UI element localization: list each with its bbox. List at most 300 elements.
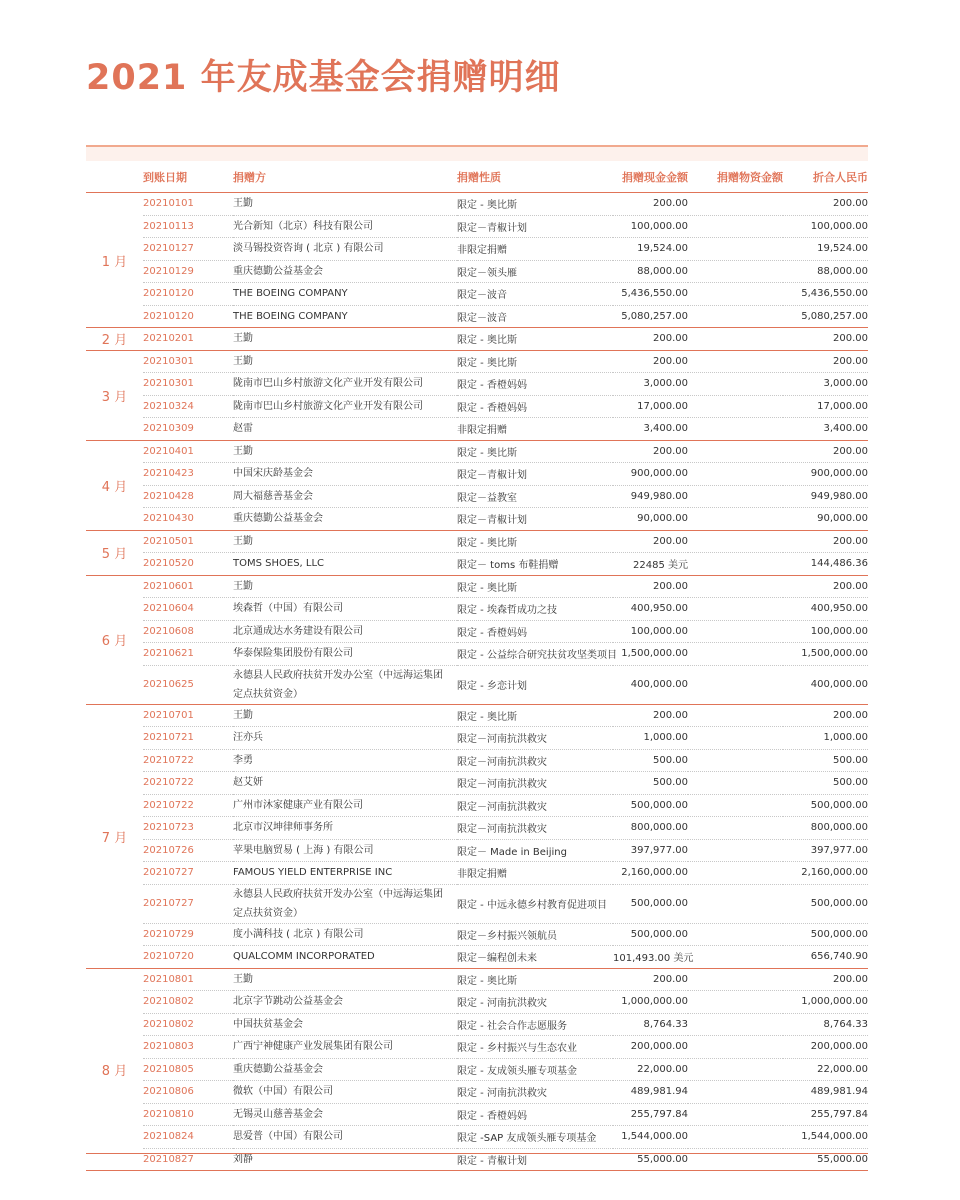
cash-amount-cell: 500.00 <box>613 749 688 772</box>
date-cell: 20210101 <box>143 193 233 216</box>
rmb-amount-cell: 5,080,257.00 <box>783 305 868 328</box>
table-row <box>86 923 868 946</box>
donor-cell: 刘静 <box>233 1148 457 1171</box>
donor-cell: 思爱普（中国）有限公司 <box>233 1126 457 1149</box>
goods-amount-cell <box>688 283 783 306</box>
cash-amount-cell: 90,000.00 <box>613 508 688 531</box>
nature-cell: 限定 - 青椒计划 <box>457 1148 613 1171</box>
page-title: 2021 年友成基金会捐赠明细 <box>86 58 561 98</box>
cash-amount-cell: 200.00 <box>613 193 688 216</box>
goods-amount-cell <box>688 620 783 643</box>
date-cell: 20210604 <box>143 598 233 621</box>
nature-cell: 限定－河南抗洪救灾 <box>457 749 613 772</box>
goods-amount-cell <box>688 772 783 795</box>
table-bottom-rule <box>86 1153 868 1154</box>
month-label: 8 月 <box>86 968 143 1171</box>
donor-cell: 永德县人民政府扶贫开发办公室（中远海运集团定点扶贫资金） <box>233 665 457 704</box>
goods-amount-cell <box>688 305 783 328</box>
cash-amount-cell: 200.00 <box>613 704 688 727</box>
table-row <box>86 772 868 795</box>
goods-amount-cell <box>688 1013 783 1036</box>
rmb-amount-cell: 500,000.00 <box>783 923 868 946</box>
goods-amount-cell <box>688 598 783 621</box>
table-row <box>86 884 868 923</box>
cash-amount-cell: 400,000.00 <box>613 665 688 704</box>
cash-amount-cell: 500,000.00 <box>613 884 688 923</box>
table-row <box>86 749 868 772</box>
table-row <box>86 665 868 704</box>
date-cell: 20210802 <box>143 991 233 1014</box>
cash-amount-cell: 100,000.00 <box>613 620 688 643</box>
rmb-amount-cell: 200.00 <box>783 530 868 553</box>
donor-cell: 度小满科技 ( 北京 ) 有限公司 <box>233 923 457 946</box>
date-cell: 20210701 <box>143 704 233 727</box>
month-label: 5 月 <box>86 530 143 575</box>
nature-cell: 限定 - 奥比斯 <box>457 440 613 463</box>
goods-amount-cell <box>688 575 783 598</box>
nature-header: 捐赠性质 <box>457 162 613 193</box>
cash-amount-cell: 949,980.00 <box>613 485 688 508</box>
cash-amount-cell: 5,080,257.00 <box>613 305 688 328</box>
table-row <box>86 328 868 351</box>
nature-cell: 限定 - 友成领头雁专项基金 <box>457 1058 613 1081</box>
goods-amount-cell <box>688 1036 783 1059</box>
nature-cell: 限定 - 河南抗洪救灾 <box>457 991 613 1014</box>
date-header: 到账日期 <box>143 162 233 193</box>
date-cell: 20210721 <box>143 727 233 750</box>
donor-cell: 华泰保险集团股份有限公司 <box>233 643 457 666</box>
donor-cell: 王勤 <box>233 704 457 727</box>
nature-cell: 限定－波音 <box>457 305 613 328</box>
goods-amount-cell <box>688 350 783 373</box>
rmb-amount-cell: 489,981.94 <box>783 1081 868 1104</box>
donor-cell: 重庆德勤公益基金会 <box>233 508 457 531</box>
table-row <box>86 418 868 441</box>
table-row <box>86 373 868 396</box>
date-cell: 20210301 <box>143 350 233 373</box>
cash-amount-cell: 5,436,550.00 <box>613 283 688 306</box>
date-cell: 20210729 <box>143 923 233 946</box>
rmb-amount-cell: 255,797.84 <box>783 1103 868 1126</box>
donor-cell: 中国宋庆龄基金会 <box>233 463 457 486</box>
donor-cell: THE BOEING COMPANY <box>233 283 457 306</box>
goods-amount-cell <box>688 463 783 486</box>
nature-cell: 限定 - 奥比斯 <box>457 328 613 351</box>
donor-header: 捐赠方 <box>233 162 457 193</box>
table-row <box>86 794 868 817</box>
rmb-amount-cell: 3,000.00 <box>783 373 868 396</box>
rmb-amount-cell: 200.00 <box>783 704 868 727</box>
nature-cell: 限定 - 香橙妈妈 <box>457 395 613 418</box>
date-cell: 20210722 <box>143 794 233 817</box>
nature-cell: 限定 - 奥比斯 <box>457 968 613 991</box>
donor-cell: 王勤 <box>233 530 457 553</box>
nature-cell: 非限定捐赠 <box>457 418 613 441</box>
cash-amount-cell: 3,000.00 <box>613 373 688 396</box>
goods-amount-cell <box>688 968 783 991</box>
table-row <box>86 620 868 643</box>
goods-amount-cell <box>688 373 783 396</box>
nature-cell: 限定－河南抗洪救灾 <box>457 817 613 840</box>
nature-cell: 非限定捐赠 <box>457 238 613 261</box>
nature-cell: 限定 - 香橙妈妈 <box>457 1103 613 1126</box>
date-cell: 20210120 <box>143 283 233 306</box>
goods-amount-cell <box>688 193 783 216</box>
nature-cell: 限定 - 乡村振兴与生态农业 <box>457 1036 613 1059</box>
date-cell: 20210428 <box>143 485 233 508</box>
rmb-amount-cell: 90,000.00 <box>783 508 868 531</box>
month-label: 4 月 <box>86 440 143 530</box>
donor-cell: 广西宁神健康产业发展集团有限公司 <box>233 1036 457 1059</box>
cash-amount-cell: 1,500,000.00 <box>613 643 688 666</box>
nature-cell: 限定－青椒计划 <box>457 463 613 486</box>
goods-amount-cell <box>688 485 783 508</box>
goods-amount-cell <box>688 727 783 750</box>
donor-cell: 永德县人民政府扶贫开发办公室（中远海运集团定点扶贫资金） <box>233 884 457 923</box>
date-cell: 20210601 <box>143 575 233 598</box>
cash-amount-cell: 101,493.00 美元 <box>613 946 688 969</box>
table-row <box>86 440 868 463</box>
goods-amount-cell <box>688 704 783 727</box>
nature-cell: 限定 - 奥比斯 <box>457 575 613 598</box>
cash-amount-cell: 3,400.00 <box>613 418 688 441</box>
cash-amount-cell: 500,000.00 <box>613 794 688 817</box>
donor-cell: 北京字节跳动公益基金会 <box>233 991 457 1014</box>
nature-cell: 限定 - 奥比斯 <box>457 530 613 553</box>
goods-amount-cell <box>688 643 783 666</box>
rmb-amount-cell: 100,000.00 <box>783 215 868 238</box>
date-cell: 20210726 <box>143 839 233 862</box>
rmb-amount-cell: 5,436,550.00 <box>783 283 868 306</box>
cash-amount-cell: 19,524.00 <box>613 238 688 261</box>
cash-amount-cell: 1,000,000.00 <box>613 991 688 1014</box>
table-row <box>86 968 868 991</box>
table-row <box>86 817 868 840</box>
date-cell: 20210621 <box>143 643 233 666</box>
goods-amount-cell <box>688 1126 783 1149</box>
table-row <box>86 283 868 306</box>
table-row <box>86 463 868 486</box>
cash-amount-cell: 397,977.00 <box>613 839 688 862</box>
cash-amount-cell: 1,000.00 <box>613 727 688 750</box>
cash-amount-cell: 88,000.00 <box>613 260 688 283</box>
table-row <box>86 1036 868 1059</box>
date-cell: 20210722 <box>143 772 233 795</box>
rmb-amount-cell: 900,000.00 <box>783 463 868 486</box>
goods-amount-cell <box>688 395 783 418</box>
table-row <box>86 193 868 216</box>
table-row <box>86 238 868 261</box>
date-cell: 20210722 <box>143 749 233 772</box>
nature-cell: 限定 - 公益综合研究扶贫攻坚类项目 <box>457 643 613 666</box>
date-cell: 20210120 <box>143 305 233 328</box>
header-band <box>86 145 868 161</box>
month-label: 2 月 <box>86 328 143 351</box>
table-row <box>86 1081 868 1104</box>
donor-cell: FAMOUS YIELD ENTERPRISE INC <box>233 862 457 885</box>
date-cell: 20210720 <box>143 946 233 969</box>
rmb-amount-cell: 500,000.00 <box>783 884 868 923</box>
donor-cell: 苹果电脑贸易 ( 上海 ) 有限公司 <box>233 839 457 862</box>
nature-cell: 非限定捐赠 <box>457 862 613 885</box>
rmb-amount-cell: 55,000.00 <box>783 1148 868 1171</box>
rmb-amount-cell: 88,000.00 <box>783 260 868 283</box>
rmb-amount-cell: 1,500,000.00 <box>783 643 868 666</box>
donor-cell: 淡马锡投资咨询 ( 北京 ) 有限公司 <box>233 238 457 261</box>
date-cell: 20210127 <box>143 238 233 261</box>
nature-cell: 限定 - 奥比斯 <box>457 350 613 373</box>
nature-cell: 限定 - 奥比斯 <box>457 193 613 216</box>
date-cell: 20210324 <box>143 395 233 418</box>
cash-amount-cell: 900,000.00 <box>613 463 688 486</box>
nature-cell: 限定－青椒计划 <box>457 508 613 531</box>
rmb-amount-cell: 17,000.00 <box>783 395 868 418</box>
cash-amount-cell: 200.00 <box>613 575 688 598</box>
goods-header: 捐赠物资金额 <box>688 162 783 193</box>
donor-cell: 重庆德勤公益基金会 <box>233 1058 457 1081</box>
donor-cell: 广州市沐家健康产业有限公司 <box>233 794 457 817</box>
table-header-row <box>86 162 868 193</box>
goods-amount-cell <box>688 1058 783 1081</box>
nature-cell: 限定 - 乡恋计划 <box>457 665 613 704</box>
rmb-amount-cell: 144,486.36 <box>783 553 868 576</box>
date-cell: 20210723 <box>143 817 233 840</box>
donor-cell: 微软（中国）有限公司 <box>233 1081 457 1104</box>
donor-cell: 王勤 <box>233 328 457 351</box>
rmb-amount-cell: 400,950.00 <box>783 598 868 621</box>
rmb-amount-cell: 2,160,000.00 <box>783 862 868 885</box>
goods-amount-cell <box>688 530 783 553</box>
nature-cell: 限定－ toms 布鞋捐赠 <box>457 553 613 576</box>
nature-cell: 限定－波音 <box>457 283 613 306</box>
rmb-amount-cell: 19,524.00 <box>783 238 868 261</box>
rmb-amount-cell: 200.00 <box>783 575 868 598</box>
donor-cell: 王勤 <box>233 575 457 598</box>
cash-amount-cell: 55,000.00 <box>613 1148 688 1171</box>
rmb-amount-cell: 100,000.00 <box>783 620 868 643</box>
rmb-amount-cell: 400,000.00 <box>783 665 868 704</box>
goods-amount-cell <box>688 923 783 946</box>
rmb-amount-cell: 1,000,000.00 <box>783 991 868 1014</box>
goods-amount-cell <box>688 946 783 969</box>
date-cell: 20210727 <box>143 884 233 923</box>
donor-cell: 埃森哲（中国）有限公司 <box>233 598 457 621</box>
cash-amount-cell: 200.00 <box>613 440 688 463</box>
cash-amount-cell: 100,000.00 <box>613 215 688 238</box>
goods-amount-cell <box>688 1081 783 1104</box>
date-cell: 20210824 <box>143 1126 233 1149</box>
date-cell: 20210727 <box>143 862 233 885</box>
table-row <box>86 704 868 727</box>
rmb-amount-cell: 500,000.00 <box>783 794 868 817</box>
donor-cell: 王勤 <box>233 440 457 463</box>
rmb-amount-cell: 8,764.33 <box>783 1013 868 1036</box>
table-row <box>86 530 868 553</box>
cash-amount-cell: 1,544,000.00 <box>613 1126 688 1149</box>
goods-amount-cell <box>688 1103 783 1126</box>
table-row <box>86 305 868 328</box>
nature-cell: 限定 - 香橙妈妈 <box>457 620 613 643</box>
table-row <box>86 1013 868 1036</box>
date-cell: 20210827 <box>143 1148 233 1171</box>
rmb-header: 折合人民币 <box>783 162 868 193</box>
nature-cell: 限定 - 中远永德乡村教育促进项目 <box>457 884 613 923</box>
donor-cell: 陇南市巴山乡村旅游文化产业开发有限公司 <box>233 395 457 418</box>
rmb-amount-cell: 800,000.00 <box>783 817 868 840</box>
date-cell: 20210201 <box>143 328 233 351</box>
nature-cell: 限定 - 社会合作志愿服务 <box>457 1013 613 1036</box>
date-cell: 20210113 <box>143 215 233 238</box>
rmb-amount-cell: 500.00 <box>783 772 868 795</box>
donor-cell: QUALCOMM INCORPORATED <box>233 946 457 969</box>
table-row <box>86 862 868 885</box>
rmb-amount-cell: 200.00 <box>783 968 868 991</box>
cash-amount-cell: 200,000.00 <box>613 1036 688 1059</box>
table-row <box>86 508 868 531</box>
rmb-amount-cell: 500.00 <box>783 749 868 772</box>
date-cell: 20210803 <box>143 1036 233 1059</box>
date-cell: 20210520 <box>143 553 233 576</box>
month-label: 7 月 <box>86 704 143 968</box>
date-cell: 20210810 <box>143 1103 233 1126</box>
donor-cell: 北京市汉坤律师事务所 <box>233 817 457 840</box>
donor-cell: THE BOEING COMPANY <box>233 305 457 328</box>
nature-cell: 限定－河南抗洪救灾 <box>457 772 613 795</box>
cash-amount-cell: 200.00 <box>613 328 688 351</box>
donor-cell: 周大福慈善基金会 <box>233 485 457 508</box>
nature-cell: 限定 - 香橙妈妈 <box>457 373 613 396</box>
nature-cell: 限定－青椒计划 <box>457 215 613 238</box>
month-header <box>86 162 143 193</box>
table-row <box>86 991 868 1014</box>
date-cell: 20210401 <box>143 440 233 463</box>
date-cell: 20210309 <box>143 418 233 441</box>
table-row <box>86 575 868 598</box>
donor-cell: 王勤 <box>233 193 457 216</box>
rmb-amount-cell: 200.00 <box>783 440 868 463</box>
table-body <box>86 193 868 1171</box>
goods-amount-cell <box>688 238 783 261</box>
donor-cell: 汪亦兵 <box>233 727 457 750</box>
goods-amount-cell <box>688 260 783 283</box>
nature-cell: 限定－领头雁 <box>457 260 613 283</box>
table-row <box>86 485 868 508</box>
rmb-amount-cell: 200.00 <box>783 328 868 351</box>
cash-amount-cell: 22485 美元 <box>613 553 688 576</box>
month-label: 6 月 <box>86 575 143 704</box>
month-label: 3 月 <box>86 350 143 440</box>
date-cell: 20210806 <box>143 1081 233 1104</box>
date-cell: 20210423 <box>143 463 233 486</box>
goods-amount-cell <box>688 839 783 862</box>
nature-cell: 限定 - 埃森哲成功之技 <box>457 598 613 621</box>
cash-amount-cell: 200.00 <box>613 350 688 373</box>
rmb-amount-cell: 200.00 <box>783 193 868 216</box>
cash-amount-cell: 2,160,000.00 <box>613 862 688 885</box>
table-row <box>86 598 868 621</box>
table-row <box>86 215 868 238</box>
table-row <box>86 395 868 418</box>
table-row <box>86 643 868 666</box>
date-cell: 20210608 <box>143 620 233 643</box>
cash-amount-cell: 400,950.00 <box>613 598 688 621</box>
month-label: 1 月 <box>86 193 143 328</box>
table-row <box>86 553 868 576</box>
goods-amount-cell <box>688 440 783 463</box>
cash-amount-cell: 200.00 <box>613 968 688 991</box>
date-cell: 20210802 <box>143 1013 233 1036</box>
nature-cell: 限定－河南抗洪救灾 <box>457 794 613 817</box>
donor-cell: 王勤 <box>233 350 457 373</box>
table-row <box>86 260 868 283</box>
cash-amount-cell: 8,764.33 <box>613 1013 688 1036</box>
donor-cell: 陇南市巴山乡村旅游文化产业开发有限公司 <box>233 373 457 396</box>
goods-amount-cell <box>688 508 783 531</box>
goods-amount-cell <box>688 418 783 441</box>
cash-amount-cell: 17,000.00 <box>613 395 688 418</box>
date-cell: 20210501 <box>143 530 233 553</box>
table-row <box>86 1058 868 1081</box>
nature-cell: 限定 -SAP 友成领头雁专项基金 <box>457 1126 613 1149</box>
date-cell: 20210801 <box>143 968 233 991</box>
date-cell: 20210805 <box>143 1058 233 1081</box>
nature-cell: 限定 - 河南抗洪救灾 <box>457 1081 613 1104</box>
rmb-amount-cell: 397,977.00 <box>783 839 868 862</box>
rmb-amount-cell: 22,000.00 <box>783 1058 868 1081</box>
table-row <box>86 1148 868 1171</box>
rmb-amount-cell: 1,544,000.00 <box>783 1126 868 1149</box>
nature-cell: 限定－河南抗洪救灾 <box>457 727 613 750</box>
date-cell: 20210625 <box>143 665 233 704</box>
donor-cell: 赵艾妍 <box>233 772 457 795</box>
nature-cell: 限定－益教室 <box>457 485 613 508</box>
donor-cell: TOMS SHOES, LLC <box>233 553 457 576</box>
goods-amount-cell <box>688 794 783 817</box>
date-cell: 20210430 <box>143 508 233 531</box>
date-cell: 20210129 <box>143 260 233 283</box>
table-row <box>86 1103 868 1126</box>
table-row <box>86 727 868 750</box>
date-cell: 20210301 <box>143 373 233 396</box>
cash-amount-cell: 200.00 <box>613 530 688 553</box>
goods-amount-cell <box>688 1148 783 1171</box>
cash-amount-cell: 500.00 <box>613 772 688 795</box>
rmb-amount-cell: 949,980.00 <box>783 485 868 508</box>
cash-amount-cell: 500,000.00 <box>613 923 688 946</box>
cash-amount-cell: 800,000.00 <box>613 817 688 840</box>
goods-amount-cell <box>688 328 783 351</box>
donor-cell: 赵雷 <box>233 418 457 441</box>
rmb-amount-cell: 200.00 <box>783 350 868 373</box>
table-row <box>86 350 868 373</box>
rmb-amount-cell: 200,000.00 <box>783 1036 868 1059</box>
goods-amount-cell <box>688 749 783 772</box>
goods-amount-cell <box>688 215 783 238</box>
rmb-amount-cell: 3,400.00 <box>783 418 868 441</box>
cash-amount-cell: 489,981.94 <box>613 1081 688 1104</box>
cash-amount-cell: 22,000.00 <box>613 1058 688 1081</box>
donor-cell: 中国扶贫基金会 <box>233 1013 457 1036</box>
table-row <box>86 1126 868 1149</box>
goods-amount-cell <box>688 817 783 840</box>
table-row <box>86 839 868 862</box>
nature-cell: 限定 - 奥比斯 <box>457 704 613 727</box>
cash-amount-cell: 255,797.84 <box>613 1103 688 1126</box>
donor-cell: 王勤 <box>233 968 457 991</box>
nature-cell: 限定－乡村振兴领航员 <box>457 923 613 946</box>
table-row <box>86 946 868 969</box>
donor-cell: 李勇 <box>233 749 457 772</box>
